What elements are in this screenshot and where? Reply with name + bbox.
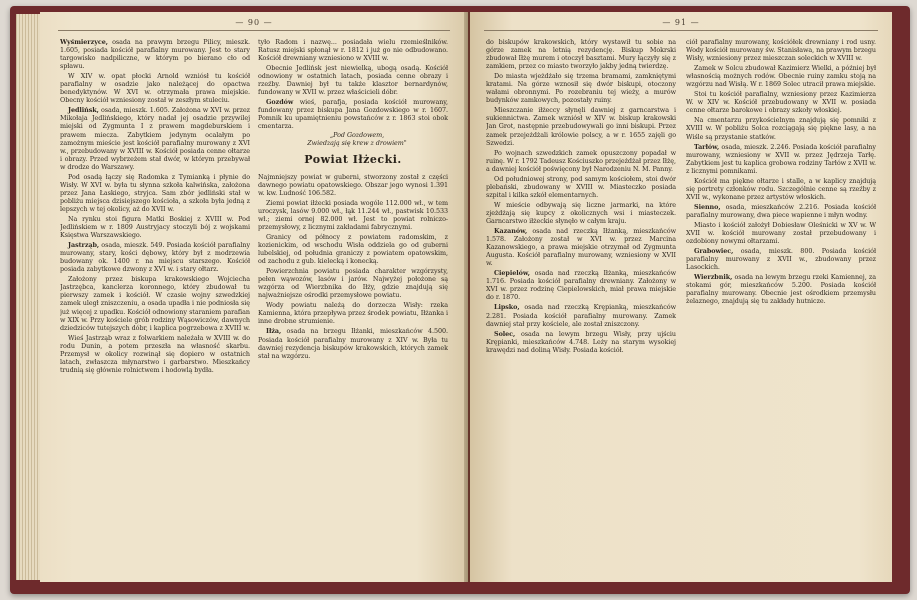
- paragraph-text: Na rynku stoi figura Matki Boskiej z XVIII w. Pod Jedlińskiem w r. 1809 Austryjacy stoczyli bój z wojskami Księstwa Warszawskiego.: [60, 214, 250, 240]
- paragraph: [60, 72, 250, 104]
- paragraph: [258, 301, 448, 325]
- paragraph-text: Mieszczanie iłżeccy słynęli dawniej z garncarstwa i sukiennictwa. Zamek wzniósł w XIV w. biskup krakowski Jan Grot, następnie przebudowywali go inni biskupi. Przez zamek przejeżdżali królowie polscy, a w r. 1655 zajęli go Szwedzi.: [486, 106, 676, 147]
- paragraph: [686, 90, 876, 114]
- right-page: [470, 12, 892, 582]
- paragraph-text: W XIV w. opat płocki Arnold wzniósł tu kościół parafialny w osadzie jako należącej do opactwa benedyktynów. W XVI w. otrzymała prawa miejskie. Obecny kościół wzniesiony został w zeszłym stuleciu.: [60, 72, 250, 105]
- paragraph-text: osada na lewym brzegu Wisły, przy ujściu Krępianki, mieszkańców 4.748. Leży na starym wysokiej krawędzi nad doliną Wisły. Posiada kościół.: [486, 329, 676, 354]
- paragraph: [486, 175, 676, 199]
- entry-heading: Sienno,: [694, 202, 721, 211]
- paragraph-text: Stoi tu kościół parafialny, wzniesiony przez Kazimierza W. w XIV w. Kościół przebudowany w XVII w. posiada cenne ołtarze barokowe i obrazy szkoły włoskiej.: [686, 90, 876, 115]
- paragraph: [60, 275, 250, 331]
- paragraph-text: do biskupów krakowskich, który wystawił tu sobie na górze zamek na letnią rezydencję. Biskup Mokrski zbudował Iłżę murem i otoczył basztami. Mury łączyły się z zamkiem, przez co miasto tworzyło jakby jedną twierdzę.: [486, 38, 676, 71]
- paragraph: [258, 98, 448, 130]
- paragraph: [486, 72, 676, 104]
- right-header-rule: [484, 30, 878, 31]
- paragraph: [486, 269, 676, 301]
- paragraph: [258, 327, 448, 359]
- right-page-number: — 91 —: [662, 18, 700, 27]
- paragraph: [486, 106, 676, 146]
- left-column-1: [60, 36, 250, 568]
- paragraph-text: Wody powiatu należą do dorzecza Wisły: rzeka Kamienna, która przepływa przez środek powiatu, Iłżanka i inne drobne strumienie.: [258, 301, 448, 326]
- paragraph-text: Obecnie Jedlińsk jest niewielką, ubogą osadą. Kościół odnowiony w ostatnich latach, posiada cenne obrazy i rzeźby. Dawniej był tu także klasztor bernardynów, fundowany w XVII w. przez właścicieli dóbr.: [258, 64, 448, 97]
- paragraph: [258, 267, 448, 299]
- right-column-1: [486, 36, 676, 568]
- paragraph-text: osada na lewym brzegu rzeki Kamiennej, za stokami gór, mieszkańców 5.200. Posiada kościół parafialny murowany. Obecnie jest ośrodkiem przemysłu żelaznego, znajdują się tu zakłady hutnicze.: [686, 273, 876, 306]
- paragraph-text: Do miasta wjeżdżało się trzema bramami, zamkniętymi kratami. Na górze wznosił się dwór biskupi, otoczony wałami obronnymi. Po rozebraniu tej wieży, a murów budynków zamkowych, pozostały ruiny.: [486, 72, 676, 105]
- paragraph-text: Na cmentarzu przykościelnym znajdują się pomniki z XVIII w. W pobliżu Solca rozciągają się piękne lasy, a na Wiśle są przystanie statków.: [686, 116, 876, 141]
- paragraph-text: Granicy od północy z powiatem radomskim, z kozienickim, od wschodu Wisła oddziela go od guberni lubelskiej, od południa graniczy z powiatem opatowskim, od zachodu z gub. kielecką i konecką.: [258, 232, 448, 266]
- paragraph: [686, 247, 876, 271]
- entry-heading: Solec,: [494, 329, 516, 338]
- paragraph: [486, 149, 676, 173]
- paragraph: [486, 330, 676, 354]
- entry-heading: Ciepielów,: [494, 269, 530, 278]
- paragraph: [486, 227, 676, 267]
- entry-heading: Tarłów,: [694, 142, 720, 151]
- paragraph: [686, 203, 876, 219]
- quote-line-2: Zwiedzają się krew z drowiem": [307, 138, 407, 147]
- paragraph-text: Miasto i kościół założył Dobiesław Oleśnicki w XV w. W XVII w. kościół murowany został przebudowany i ozdobiony nowymi ołtarzami.: [686, 220, 876, 246]
- entry-heading: Jedlińsk,: [68, 106, 99, 115]
- entry-heading: Wyśmierzyce,: [60, 38, 108, 46]
- paragraph-text: osada nad rzeczką Iłżanką, mieszkańców 1.716. Posiada kościół parafialny drewniany. Założony w XVI w. przez rodzinę Ciepielowskich, miał prawa miejskie do r. 1870.: [486, 269, 676, 302]
- paragraph: [686, 64, 876, 88]
- entry-heading: Lipsko,: [494, 303, 520, 312]
- paragraph-text: osada nad rzeczką Krępianką, mieszkańców 2.281. Posiada kościół parafialny murowany. Zamek dawniej stał przy kościele, ale został zniszczony.: [486, 303, 676, 328]
- entry-heading: Wierzbnik,: [694, 273, 733, 282]
- paragraph-text: Najmniejszy powiat w guberni, stworzony został z części dawnego powiatu opatowskiego. Obszar jego wynosi 1.391 w. kw. Ludność 106.582.: [258, 172, 448, 197]
- paragraph-text: tyło Radom i nazwę... posiadała wielu rzemieślników. Ratusz miejski spłonął w r. 1812 i już go nie odbudowano. Kościół drewniany wzniesiono w XVIII w.: [258, 38, 448, 63]
- paragraph-text: Ziemi powiat iłżecki posiada wogóle 112.000 wł., w tem uroczysk, lasów 9.000 wł., łąk 11.244 wł., pastwisk 10.533 wł.; ziemi ornej 82.000 wł. Jest to powiat rolniczo-przemysłowy, z licznymi zakładami fabrycznymi.: [258, 198, 448, 231]
- section-title: Powiat Iłżecki.: [304, 152, 402, 166]
- paragraph-text: Zamek w Solcu zbudował Kazimierz Wielki, a później był własnością możnych rodów. Obecnie ruiny zamku stoją na wzgórzu nad Wisłą. W r. 1869 Solec utracił prawa miejskie.: [686, 64, 876, 89]
- entry-heading: Jastrząb,: [68, 241, 100, 250]
- paragraph: [60, 215, 250, 239]
- paragraph-text: Wieś Jastrząb wraz z folwarkiem należała w XVIII w. do rodu Dunin, a potem przeszła na własność skarbu. Przemysł w okolicy rozwinął się dopiero w ostatnich latach, zwłaszcza młynarstwo i garbarstwo. Mieszkańcy trudnią się głównie rolnictwem i hodowlą bydła.: [60, 333, 250, 374]
- paragraph: [686, 177, 876, 201]
- paragraph-text: osada na prawym brzegu Pilicy, mieszk. 1.605, posiada kościół parafialny murowany. Jest to stary targowisko nadpiliczne, w którym po bierano cło od spławu.: [60, 38, 250, 71]
- paragraph-text: osada, mieszk. 2.246. Posiada kościół parafialny murowany, wzniesiony w XVII w. przez Jędrzeja Tarłę. Zabytkiem jest tu kaplica grobowa rodziny Tarłów z XVII w. z licznymi pomnikami.: [686, 142, 876, 175]
- paragraph: [60, 173, 250, 213]
- entry-heading: Kazanów,: [494, 227, 528, 236]
- paragraph: [686, 273, 876, 305]
- paragraph-text: W mieście odbywają się liczne jarmarki, na które zjeżdżają się kupcy z okolicznych wsi i miasteczek. Garncarstwo iłżeckie słynęło w całym kraju.: [486, 200, 676, 225]
- paragraph: [258, 38, 448, 62]
- paragraph: [686, 221, 876, 245]
- paragraph-text: osada, mieszk. 1.605. Założona w XVI w. przez Mikołaja Jedlińskiego, który nadał jej osadzie przywilej miejski od Zygmunta I z prawem magdeburskiem i prawem miecza. Zabytkiem jedynym ocalałym po zamożnym mieście jest kościół parafialny murowany z XVI w., przebudowany w XVIII w. Kościół posiada cenne ołtarze i obrazy. Przed wybrzeżem stał dwór, w którym przebywał w drodze do Warszawy.: [60, 106, 250, 171]
- paragraph-text: osada, mieszk. 549. Posiada kościół parafialny murowany, stary, kości dębowy, który był z modrzewia budowany ok. 1400 r. na miejscu starszego. Kościół posiada zabytkowe dzwony z XVI w. i stary ołtarz.: [60, 241, 250, 274]
- paragraph: [60, 241, 250, 273]
- left-page-number: — 90 —: [235, 18, 273, 27]
- paragraph-text: ciół parafialny murowany, kościółek drewniany i rod usny. Wody kościół murowany św. Stanisława, na prawym brzegu Wisły, wzniesiony przez mieszczan soleckich w XVIII w.: [686, 38, 876, 63]
- paragraph: [686, 38, 876, 62]
- paragraph: [60, 334, 250, 374]
- paragraph-text: Założony przez biskupa krakowskiego Wojciecha Jastrzębca, kanclerza koronnego, który zbudował tu pierwszy zamek i kościół. W czasie wojny szwedzkiej zamek uległ zniszczeniu, a osada upadła i nie podniosła się już więcej z upadku. Kościół odnowiony staraniem parafian w XIX w. Przy kościele grób rodziny Wąsowiczów, dawnych dziedziców tutejszych dóbr, i kaplica pogrzebowa z XVIII w.: [60, 275, 250, 332]
- paragraph: [258, 173, 448, 197]
- quote-line-1: „Pod Gozdowem,: [329, 130, 385, 139]
- paragraph-text: Pod osadą łączy się Radomka z Tymianką i płynie do Wisły. W XVI w. była tu słynna szkoła kalwińska, założona przez Jana Łaskiego, stryjca. Sam zbór jedliński stał w pobliżu miejsca dzisiejszego kościoła, a szkoła była jedną z lepszych w tej okolicy, aż do XVII w.: [60, 172, 250, 213]
- paragraph-text: Powierzchnia powiatu posiada charakter wzgórzysty, pełen wąwozów, lasów i jarów. Najwyżej położone są wzgórza od Wierzbnika do Iłży, gdzie znajdują się najważniejsze ośrodki przemysłowe powiatu.: [258, 267, 448, 300]
- entry-heading: Iłża,: [266, 327, 282, 336]
- paragraph: [60, 106, 250, 170]
- paragraph: [258, 233, 448, 265]
- paragraph: [258, 199, 448, 231]
- paragraph-text: wieś, parafja, posiada kościół murowany, fundowany przez biskupa Jana Gozdowskiego w r. 1607. Pomnik ku upamiętnieniu powstańców z r. 1863 stoi obok cmentarza.: [258, 98, 448, 131]
- left-header-rule: [58, 30, 450, 31]
- left-column-2: [258, 36, 448, 568]
- paragraph: [486, 201, 676, 225]
- paragraph-text: Od południowej strony, pod samym kościołem, stoi dwór plebański, zbudowany w XVIII w. Miasteczko posiada szpital i kilka szkół elementarnych.: [486, 174, 676, 199]
- entry-heading: Grabowiec,: [694, 247, 734, 256]
- paragraph-text: Kościół ma piękne ołtarze i stalle, a w kaplicy znajdują się portrety członków rodu. Szczególnie cenne są rzeźby z XVII w., wykonane przez artystów włoskich.: [686, 176, 876, 201]
- paragraph: [258, 64, 448, 96]
- paragraph: [60, 38, 250, 70]
- paragraph-text: osada, mieszk. 800. Posiada kościół parafialny murowany z XVII w., zbudowany przez Lasockich.: [686, 247, 876, 272]
- paragraph: [686, 116, 876, 140]
- left-page: [40, 12, 468, 582]
- paragraph-text: osada, mieszkańców 2.216. Posiada kościół parafialny murowany, dwa piece wapienne i młyn wodny.: [686, 202, 876, 219]
- paragraph: [486, 303, 676, 327]
- right-column-2: [686, 36, 876, 568]
- paragraph: [486, 38, 676, 70]
- paragraph: [686, 143, 876, 175]
- entry-heading: Gozdów: [266, 98, 294, 107]
- paragraph-text: osada nad rzeczką Iłżanką, mieszkańców 1.578. Założony został w XVI w. przez Marcina Kazanowskiego, a prawa miejskie otrzymał od Zygmunta Augusta. Kościół parafialny murowany, wzniesiony w XVII w.: [486, 227, 676, 268]
- paragraph-text: Po wojnach szwedzkich zamek opuszczony popadał w ruinę. W r. 1792 Tadeusz Kościuszko przejeżdżał przez Iłżę, a dawniej kościół poświęcony był Narodzeniu N. M. Panny.: [486, 148, 676, 173]
- paragraph-text: osada na brzegu Iłżanki, mieszkańców 4.500. Posiada kościół parafialny murowany z XIV w. Była tu dawniej rezydencja biskupów krakowskich, których zamek stał na wzgórzu.: [258, 327, 448, 360]
